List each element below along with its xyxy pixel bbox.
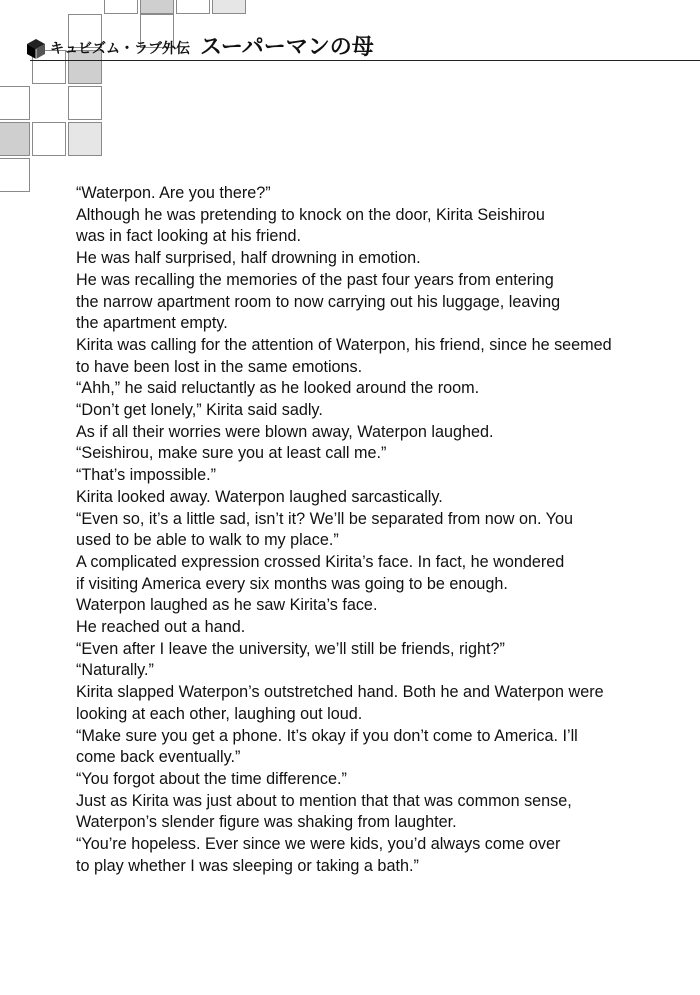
text-line: As if all their worries were blown away, Waterpon laughed. (76, 422, 494, 441)
text-line: “Even after I leave the university, we’ll still be friends, right?” (76, 639, 505, 658)
text-line: He reached out a hand. (76, 618, 246, 637)
text-line: Just as Kirita was just about to mention that that was common sense, (76, 791, 572, 810)
text-line: “Don’t get lonely,” Kirita said sadly. (76, 401, 323, 420)
text-line: “You’re hopeless. Ever since we were kids, you’d always come over (76, 835, 561, 854)
text-line: “Even so, it’s a little sad, isn’t it? We’ll be separated from now on. You (76, 509, 573, 528)
grid-cell (0, 86, 30, 120)
cube-icon (26, 38, 46, 60)
body-text (76, 183, 686, 878)
text-line: was in fact looking at his friend. (76, 227, 301, 246)
grid-cell (176, 0, 210, 14)
chapter-title: スーパーマンの母 (200, 34, 374, 60)
text-line: come back eventually.” (76, 748, 241, 767)
text-line: looking at each other, laughing out loud. (76, 704, 363, 723)
text-line: Waterpon laughed as he saw Kirita’s face. (76, 596, 378, 615)
grid-cell (212, 0, 246, 14)
text-line: used to be able to walk to my place.” (76, 531, 339, 550)
text-line: He was half surprised, half drowning in emotion. (76, 249, 421, 268)
text-line: to play whether I was sleeping or taking a bath.” (76, 856, 419, 875)
grid-cell (0, 158, 30, 192)
text-line: “You forgot about the time difference.” (76, 769, 347, 788)
grid-cell (140, 0, 174, 14)
text-line: “Ahh,” he said reluctantly as he looked around the room. (76, 379, 480, 398)
grid-cell (68, 122, 102, 156)
text-line: Kirita was calling for the attention of Waterpon, his friend, since he seemed (76, 335, 612, 354)
running-header (26, 30, 374, 60)
text-line: He was recalling the memories of the past four years from entering (76, 270, 554, 289)
text-line: Waterpon’s slender figure was shaking from laughter. (76, 813, 457, 832)
text-line: the narrow apartment room to now carrying out his luggage, leaving (76, 292, 561, 311)
header-rule (30, 60, 700, 61)
text-line: the apartment empty. (76, 314, 228, 333)
text-line: “Naturally.” (76, 661, 154, 680)
text-line: “Make sure you get a phone. It’s okay if you don’t come to America. I’ll (76, 726, 578, 745)
text-line: “Waterpon. Are you there?” (76, 184, 271, 202)
grid-cell (104, 0, 138, 14)
text-line: A complicated expression crossed Kirita’s face. In fact, he wondered (76, 552, 565, 571)
text-line: Kirita slapped Waterpon’s outstretched hand. Both he and Waterpon were (76, 683, 604, 702)
text-line: “Seishirou, make sure you at least call me.” (76, 444, 387, 463)
grid-cell (68, 86, 102, 120)
series-name: キュビズム・ラブ外伝 (50, 41, 190, 57)
text-line: Kirita looked away. Waterpon laughed sarcastically. (76, 487, 443, 506)
text-line: “That’s impossible.” (76, 466, 217, 485)
grid-cell (0, 122, 30, 156)
text-line: if visiting America every six months was going to be enough. (76, 574, 508, 593)
grid-cell (32, 122, 66, 156)
text-line: to have been lost in the same emotions. (76, 357, 363, 376)
text-line: Although he was pretending to knock on the door, Kirita Seishirou (76, 205, 545, 224)
